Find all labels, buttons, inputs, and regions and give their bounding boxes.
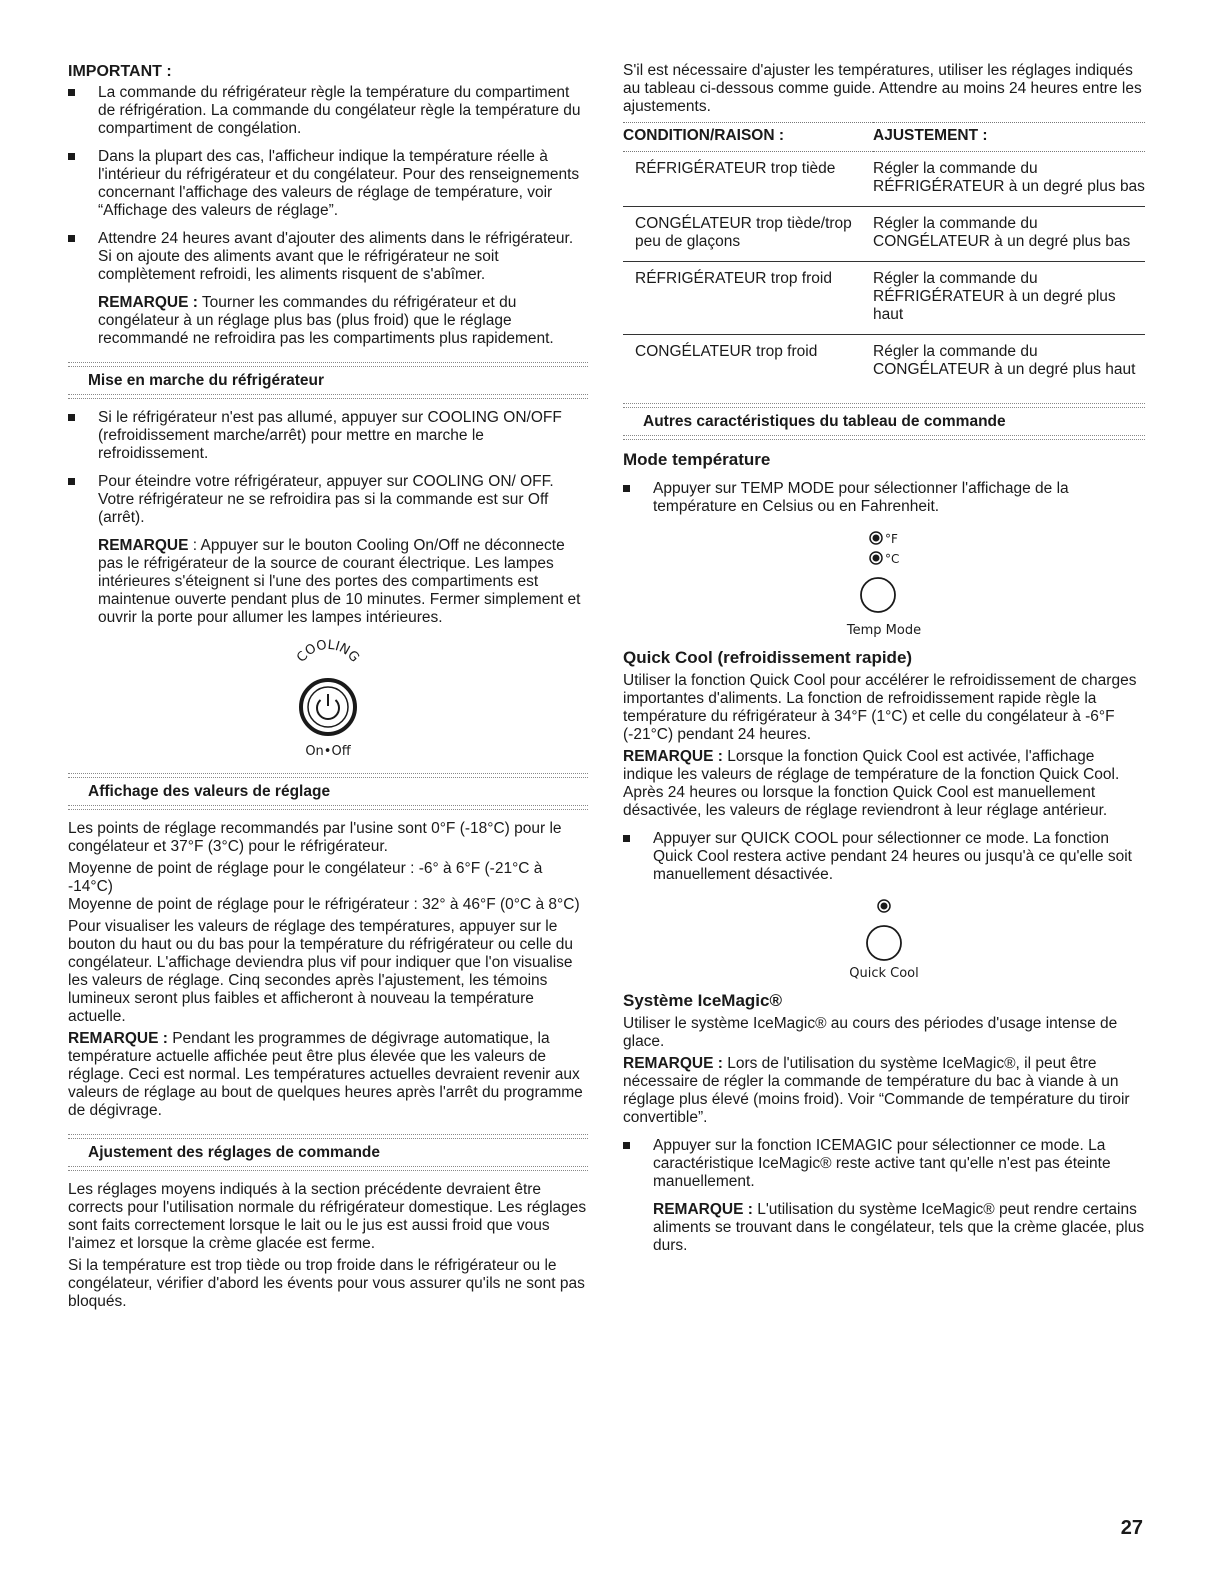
table-cell-adjustment: Régler la commande du RÉFRIGÉRATEUR à un degré plus bas xyxy=(873,160,1145,195)
display-heading: Affichage des valeurs de réglage xyxy=(88,783,331,800)
bullet-square-icon xyxy=(68,235,75,242)
adjust-paragraph-1: Les réglages moyens indiqués à la section précédente devraient être corrects pour l'utilisation normale du réfrigérateur domestique. Les réglages sont faits correctement lorsque le lait ou le jus est aussi froid que vous l'aimez et lorsque la crème glacée est ferme. xyxy=(68,1181,587,1252)
bullet-square-icon xyxy=(623,835,630,842)
bullet-square-icon xyxy=(623,485,630,492)
table-header-adjustment: AJUSTEMENT : xyxy=(873,127,988,144)
adjust-paragraph-2: Si la température est trop tiède ou trop froide dans le réfrigérateur ou le congélateur, vérifier d'abord les évents pour vous assurer qu'ils ne sont pas bloqués. xyxy=(68,1257,585,1310)
table-cell-condition: RÉFRIGÉRATEUR trop tiède xyxy=(635,160,836,177)
table-cell-adjustment: Régler la commande du RÉFRIGÉRATEUR à un degré plus haut xyxy=(873,270,1116,323)
other-features-heading: Autres caractéristiques du tableau de commande xyxy=(643,413,1006,430)
left-column xyxy=(68,62,588,1311)
cooling-power-icon xyxy=(273,639,383,744)
display-fridge-range: Moyenne de point de réglage pour le réfrigérateur : 32° à 46°F (0°C à 8°C) xyxy=(68,896,580,913)
important-title: IMPORTANT : xyxy=(68,63,172,80)
adjust-heading: Ajustement des réglages de commande xyxy=(88,1144,381,1161)
table-row xyxy=(623,152,1145,207)
table-cell-condition: CONGÉLATEUR trop tiède/trop peu de glaçons xyxy=(635,215,852,250)
important-note: REMARQUE : Tourner les commandes du réfrigérateur et du congélateur à un réglage plus bas (plus froid) que le réglage recommandé ne refroidira pas les compartiments plus rapidement. xyxy=(98,294,554,347)
svg-text:°F: °F xyxy=(885,532,898,546)
startup-bullet-2: Pour éteindre votre réfrigérateur, appuyer sur COOLING ON/ OFF. Votre réfrigérateur ne se refroidira pas si la commande est sur Off (arrêt). xyxy=(68,473,588,527)
temp-mode-title: Mode température xyxy=(623,450,771,469)
bullet-square-icon xyxy=(68,414,75,421)
table-row xyxy=(623,207,1145,262)
temp-mode-button-diagram xyxy=(623,528,1145,638)
svg-text:COOLING: COOLING xyxy=(294,639,362,666)
bullet-square-icon xyxy=(623,1142,630,1149)
adjustment-table xyxy=(623,122,1145,389)
display-paragraph-3: Pour visualiser les valeurs de réglage des températures, appuyer sur le bouton du haut ou du bas pour la température du réfrigérateur ou celle du congélateur. L'affichage deviendra plus vif pour indiquer que l'on visualise les valeurs de réglage. Cinq secondes après l'ajustement, les témoins lumineux seront plus faibles et afficheront à nouveau la température actuelle. xyxy=(68,918,573,1025)
important-bullet-3: Attendre 24 heures avant d'ajouter des aliments dans le réfrigérateur. Si on ajoute des aliments avant que le réfrigérateur ne soit complètement refroidi, les aliments risquent de s'abîmer. xyxy=(68,230,588,284)
table-cell-adjustment: Régler la commande du CONGÉLATEUR à un degré plus bas xyxy=(873,215,1131,250)
quick-cool-title: Quick Cool (refroidissement rapide) xyxy=(623,648,913,667)
svg-text:°C: °C xyxy=(885,552,900,566)
quick-cool-caption: Quick Cool xyxy=(849,966,919,981)
icemagic-paragraph: Utiliser le système IceMagic® au cours des périodes d'usage intense de glace. xyxy=(623,1015,1118,1050)
section-band-adjust xyxy=(68,1134,588,1171)
table-cell-condition: RÉFRIGÉRATEUR trop froid xyxy=(635,270,832,287)
quick-cool-paragraph: Utiliser la fonction Quick Cool pour accélérer le refroidissement de charges importantes d'aliments. La fonction de refroidissement rapide règle la température du réfrigérateur à 34°F (1°C) et celle du congélateur à -6°F (-21°C) pendant 24 heures. xyxy=(623,672,1137,743)
table-cell-adjustment: Régler la commande du CONGÉLATEUR à un degré plus haut xyxy=(873,343,1136,378)
temp-mode-bullet: Appuyer sur TEMP MODE pour sélectionner l'affichage de la température en Celsius ou en Fahrenheit. xyxy=(623,480,1145,516)
startup-note: REMARQUE : Appuyer sur le bouton Cooling On/Off ne déconnecte pas le réfrigérateur de la source de courant électrique. Les lampes intérieures s'éteignent si l'une des portes des compartiments est maintenue ouverte pendant plus de 10 minutes. Fermer simplement et ouvrir la porte pour allumer les lampes intérieures. xyxy=(98,537,581,626)
quick-cool-button-icon xyxy=(844,896,924,966)
table-header-condition: CONDITION/RAISON : xyxy=(623,127,785,144)
important-bullet-2: Dans la plupart des cas, l'afficheur indique la température réelle à l'intérieur du réfrigérateur et du congélateur. Pour des renseignements concernant l'affichage des valeurs de réglage de température, voir “Affichage des valeurs de réglage”. xyxy=(68,148,588,220)
bullet-square-icon xyxy=(68,89,75,96)
display-freezer-range: Moyenne de point de réglage pour le congélateur : -6° à 6°F (-21°C à -14°C) xyxy=(68,860,543,895)
quick-cool-bullet: Appuyer sur QUICK COOL pour sélectionner ce mode. La fonction Quick Cool restera active pendant 24 heures ou jusqu'à ce qu'elle soit manuellement désactivée. xyxy=(623,830,1145,884)
icemagic-note: REMARQUE : Lors de l'utilisation du système IceMagic®, il peut être nécessaire de régler la commande de température du bac à viande à un réglage plus élevé (moins froid). Voir “Commande de température du tiroir convertible”. xyxy=(623,1055,1130,1126)
section-band-other xyxy=(623,403,1145,440)
cooling-button-caption: On•Off xyxy=(305,744,351,759)
page-number: 27 xyxy=(1120,1517,1143,1539)
table-row xyxy=(623,262,1145,335)
bullet-square-icon xyxy=(68,478,75,485)
table-row xyxy=(623,335,1145,390)
icemagic-bullet: Appuyer sur la fonction ICEMAGIC pour sélectionner ce mode. La caractéristique IceMagic® reste active tant qu'elle n'est pas éteinte manuellement. xyxy=(623,1137,1145,1191)
quick-cool-note: REMARQUE : Lorsque la fonction Quick Cool est activée, l'affichage indique les valeurs de réglage de température de la fonction Quick Cool. Après 24 heures ou lorsque la fonction Quick Cool est manuellement désactivée, les valeurs de réglage reviendront à leur réglage antérieur. xyxy=(623,748,1120,819)
important-bullet-1: La commande du réfrigérateur règle la température du compartiment de réfrigération. La commande du congélateur règle la température du compartiment de congélation. xyxy=(68,84,588,138)
adjust-intro: S'il est nécessaire d'ajuster les températures, utiliser les réglages indiqués au tableau ci-dessous comme guide. Attendre au moins 24 heures entre les ajustements. xyxy=(623,62,1142,115)
cooling-button-diagram xyxy=(68,639,588,759)
display-note: REMARQUE : Pendant les programmes de dégivrage automatique, la température actuelle affichée peut être plus élevée que les valeurs de réglage. Ceci est normal. Les températures actuelles devraient revenir aux valeurs de réglage au bout de quelques heures après l'arrêt du programme de dégivrage. xyxy=(68,1030,583,1119)
right-column xyxy=(623,62,1145,1255)
temp-mode-button-icon xyxy=(844,528,924,623)
display-paragraph-1: Les points de réglage recommandés par l'usine sont 0°F (-18°C) pour le congélateur et 37°F (3°C) pour le réfrigérateur. xyxy=(68,820,562,855)
startup-bullet-1: Si le réfrigérateur n'est pas allumé, appuyer sur COOLING ON/OFF (refroidissement marche/arrêt) pour mettre en marche le refroidissement. xyxy=(68,409,588,463)
quick-cool-button-diagram xyxy=(623,896,1145,981)
icemagic-note-2: REMARQUE : L'utilisation du système IceMagic® peut rendre certains aliments se trouvant dans le congélateur, tels que la crème glacée, plus durs. xyxy=(653,1201,1145,1254)
bullet-square-icon xyxy=(68,153,75,160)
icemagic-title: Système IceMagic® xyxy=(623,991,782,1010)
section-band-startup xyxy=(68,362,588,399)
table-cell-condition: CONGÉLATEUR trop froid xyxy=(635,343,818,360)
section-band-display xyxy=(68,773,588,810)
startup-heading: Mise en marche du réfrigérateur xyxy=(88,372,325,389)
temp-mode-caption: Temp Mode xyxy=(846,623,922,638)
